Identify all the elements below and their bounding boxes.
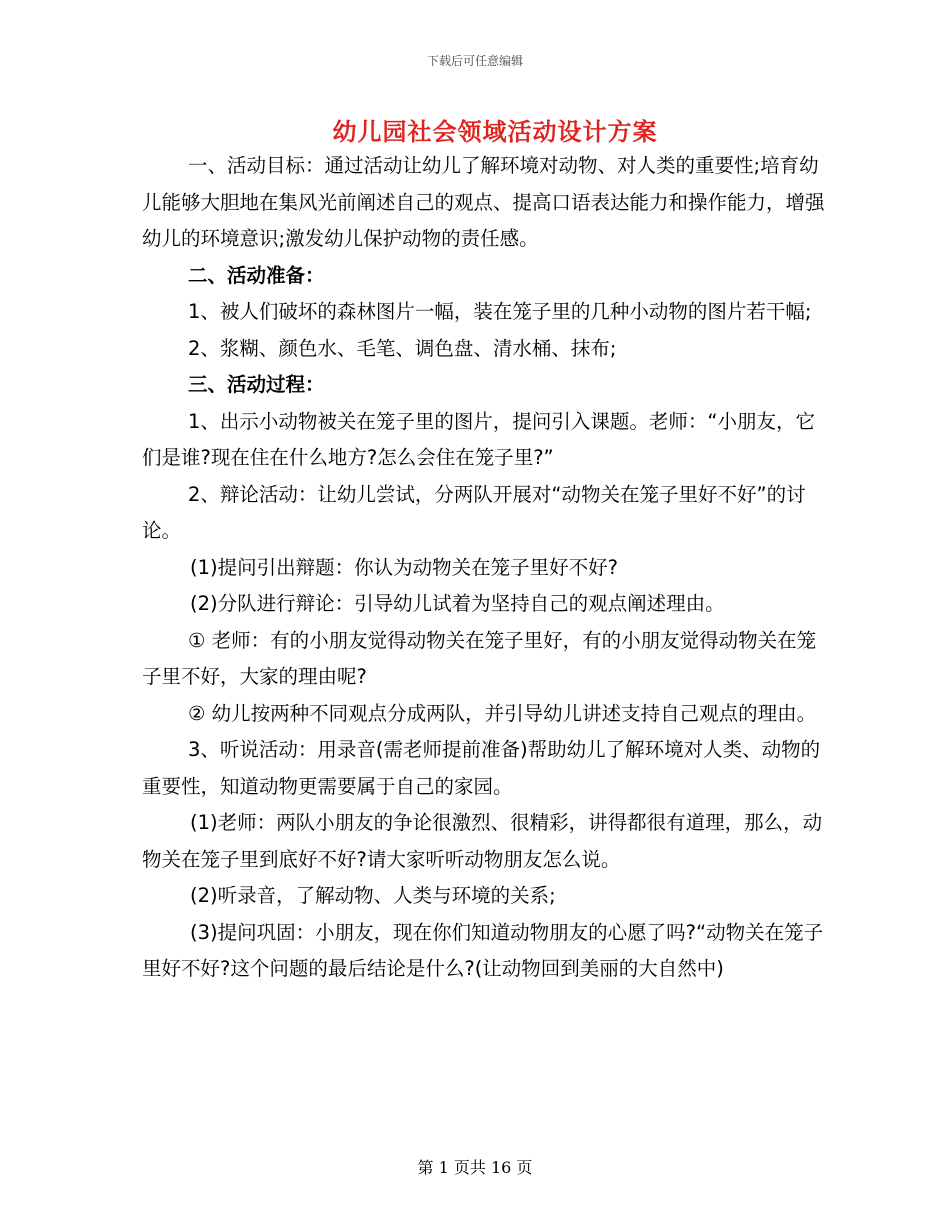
paragraph-process-3-sub-3: (3)提问巩固：小朋友，现在你们知道动物朋友的心愿了吗?“动物关在笼子里好不好?这个问题的最后结论是什么?(让动物回到美丽的大自然中) [142, 920, 824, 980]
paragraph-activity-goals: 一、活动目标：通过活动让幼儿了解环境对动物、对人类的重要性;培育幼儿能够大胆地在集风光前阐述自己的观点、提高口语表达能力和操作能力，增强幼儿的环境意识;激发幼儿保护动物的责任感。 [142, 154, 825, 250]
paragraph-process-2-sub-2-item-2: ② 幼儿按两种不同观点分成两队，并引导幼儿讲述支持自己观点的理由。 [188, 701, 817, 725]
paragraph-process-1: 1、出示小动物被关在笼子里的图片，提问引入课题。老师：“小朋友，它们是谁?现在住在什么地方?怎么会住在笼子里?” [142, 409, 816, 469]
paragraph-process-3-sub-1: (1)老师：两队小朋友的争论很激烈、很精彩，讲得都很有道理，那么，动物关在笼子里到底好不好?请大家听听动物朋友怎么说。 [142, 811, 823, 871]
paragraph-process-2-sub-1: (1)提问引出辩题：你认为动物关在笼子里好不好? [190, 555, 618, 579]
paragraph-process-3: 3、听说活动：用录音(需老师提前准备)帮助幼儿了解环境对人类、动物的重要性，知道动物更需要属于自己的家园。 [142, 738, 821, 798]
paragraph-process-2-sub-2-item-1: ① 老师：有的小朋友觉得动物关在笼子里好，有的小朋友觉得动物关在笼子里不好，大家的理由呢? [142, 628, 817, 688]
paragraph-process-2-sub-2: (2)分队进行辩论：引导幼儿试着为坚持自己的观点阐述理由。 [190, 592, 725, 615]
paragraph-process-3-sub-2: (2)听录音，了解动物、人类与环境的关系; [190, 884, 556, 907]
document-title: 幼儿园社会领域活动设计方案 [332, 118, 658, 146]
heading-activity-process: 三、活动过程： [188, 373, 325, 396]
heading-activity-preparation: 二、活动准备： [188, 263, 325, 287]
page-header: 下载后可任意编辑 [426, 54, 523, 68]
paragraph-process-2: 2、辩论活动：让幼儿尝试，分两队开展对“动物关在笼子里好不好”的讨论。 [142, 482, 806, 542]
paragraph-preparation-1: 1、被人们破坏的森林图片一幅，装在笼子里的几种小动物的图片若干幅; [188, 300, 812, 323]
paragraph-preparation-2: 2、浆糊、颜色水、毛笔、调色盘、清水桶、抹布; [188, 336, 617, 360]
page-footer: 第 1 页共 16 页 [417, 1158, 533, 1177]
document-body [142, 148, 828, 988]
